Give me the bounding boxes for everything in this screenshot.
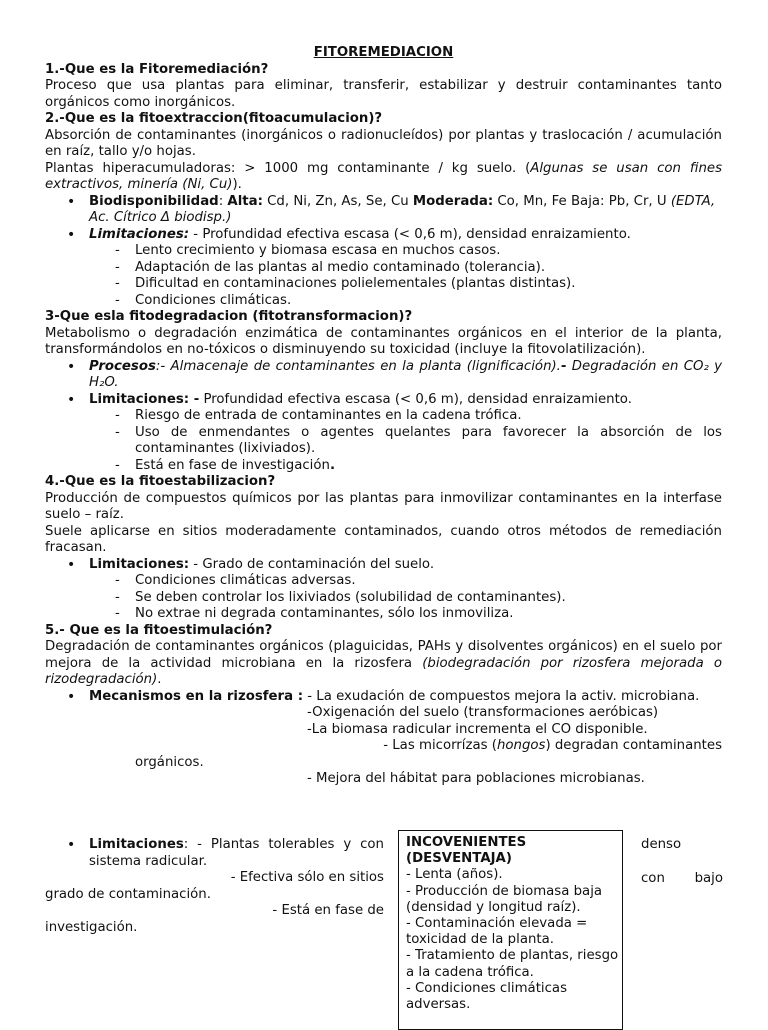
mecanismo-line: - Las micorrízas (hongos) degradan contaminantes	[383, 738, 722, 753]
hiperacumuladoras-text: Plantas hiperacumuladoras: > 1000 mg contaminante / kg suelo. (Algunas se usan con fines extractivos, minería (Ni, Cu)).	[45, 160, 722, 192]
list-item: - Uso de enmendantes o agentes quelantes para favorecer la absorción de los contaminantes (lixiviados).	[45, 425, 722, 458]
box-item: - Lenta (años).	[406, 867, 503, 883]
limitacion-line: - Está en fase de	[272, 903, 384, 918]
question-3-heading: 3-Que esla fitodegradacion (fitotransformacion)?	[45, 309, 413, 324]
list-item: - Se deben controlar los lixiviados (solubilidad de contaminantes).	[45, 590, 722, 607]
limitaciones-bullet-q3: • Limitaciones: - Profundidad efectiva escasa (< 0,6 m), densidad enraizamiento.	[45, 392, 722, 409]
mecanismo-line: -Oxigenación del suelo (transformaciones aeróbicas)	[307, 705, 659, 720]
page-title: FITOREMEDIACION	[313, 45, 454, 60]
list-item: - Condiciones climáticas adversas.	[45, 573, 722, 590]
right-fragment-denso: denso	[641, 837, 682, 852]
mecanismos-bullet: • Mecanismos en la rizosfera : - La exudación de compuestos mejora la activ. microbiana.	[45, 689, 722, 706]
question-4-text-1: Producción de compuestos químicos por las plantas para inmovilizar contaminantes en la interfase suelo – raíz.	[45, 490, 722, 522]
box-item: - Contaminación elevada = toxicidad de la planta.	[406, 916, 588, 948]
question-5-text: Degradación de contaminantes orgánicos (plaguicidas, PAHs y disolventes orgánicos) en el suelo por mejora de la actividad microbiana en la rizosfera (biodegradación por rizosfera mejorada o rizodegradación).	[45, 639, 722, 687]
desventajas-box	[398, 830, 623, 1030]
box-title: INCOVENIENTES (DESVENTAJA)	[406, 835, 527, 867]
biodisponibilidad-bullet: • Biodisponibilidad: Alta: Cd, Ni, Zn, As, Se, Cu Moderada: Co, Mn, Fe Baja: Pb, Cr, U (EDTA, Ac. Cítrico Δ biodisp.)	[45, 194, 722, 227]
mecanismo-line: - Mejora del hábitat para poblaciones microbianas.	[307, 771, 645, 786]
limitacion-line: - Efectiva sólo en sitios	[230, 870, 384, 885]
limitaciones-bullet-q2: • Limitaciones: - Profundidad efectiva escasa (< 0,6 m), densidad enraizamiento.	[45, 227, 722, 244]
question-3-text: Metabolismo o degradación enzimática de contaminantes orgánicos en el interior de la planta, transformándolos en no-tóxicos o disminuyendo su toxicidad (incluye la fitovolatilización).	[45, 325, 722, 357]
box-item: - Condiciones climáticas adversas.	[406, 980, 568, 1013]
question-2-heading: 2.-Que es la fitoextraccion(fitoacumulacion)?	[45, 111, 383, 126]
limitaciones-bullet-q5: • Limitaciones: - Plantas tolerables y con sistema radicular.	[45, 837, 384, 870]
right-fragment-con-bajo: con bajo	[641, 871, 723, 886]
mecanismo-line-cont: orgánicos.	[135, 754, 204, 770]
question-1-heading: 1.-Que es la Fitoremediación?	[45, 61, 269, 77]
question-4-text-2: Suele aplicarse en sitios moderadamente contaminados, cuando otros métodos de remediación fracasan.	[45, 523, 722, 555]
list-item: - Riesgo de entrada de contaminantes en la cadena trófica.	[45, 408, 722, 425]
list-item: - No extrae ni degrada contaminantes, sólo los inmoviliza.	[45, 606, 722, 623]
question-2-text: Absorción de contaminantes (inorgánicos o radionucleídos) por plantas y traslocación / acumulación en raíz, tallo y/o hojas.	[45, 127, 722, 159]
list-item: - Está en fase de investigación.	[45, 458, 722, 475]
limitaciones-bullet-q4: • Limitaciones: - Grado de contaminación del suelo.	[45, 557, 722, 574]
procesos-bullet: • Procesos:- Almacenaje de contaminantes en la planta (lignificación).- Degradación en CO₂ y H₂O.	[45, 359, 722, 392]
question-1-text: Proceso que usa plantas para eliminar, transferir, estabilizar y destruir contaminantes tanto orgánicos como inorgánicos.	[45, 78, 722, 110]
question-4-heading: 4.-Que es la fitoestabilizacion?	[45, 474, 276, 489]
limitacion-line-cont: investigación.	[45, 919, 138, 935]
box-item: - Producción de biomasa baja (densidad y longitud raíz).	[406, 883, 603, 915]
list-item: - Dificultad en contaminaciones polielementales (plantas distintas).	[45, 276, 722, 293]
list-item: - Adaptación de las plantas al medio contaminado (tolerancia).	[45, 260, 722, 277]
limitacion-line-cont: grado de contaminación.	[45, 886, 211, 902]
box-item: - Tratamiento de plantas, riesgo a la cadena trófica.	[406, 948, 619, 980]
list-item: - Condiciones climáticas.	[45, 293, 722, 310]
list-item: - Lento crecimiento y biomasa escasa en muchos casos.	[45, 243, 722, 260]
mecanismo-line: -La biomasa radicular incrementa el CO disponible.	[307, 721, 648, 737]
limitaciones-block-q5	[45, 837, 384, 936]
document-page	[45, 45, 722, 788]
question-5-heading: 5.- Que es la fitoestimulación?	[45, 622, 273, 638]
